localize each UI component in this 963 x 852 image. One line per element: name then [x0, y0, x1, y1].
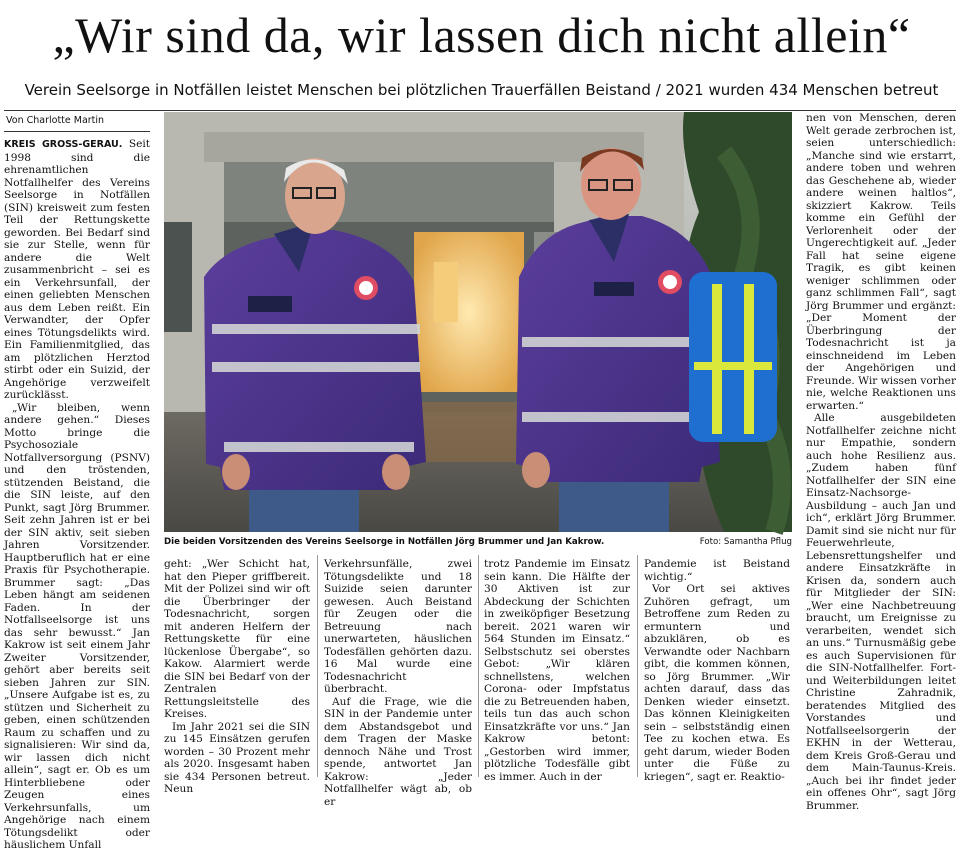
paragraph: Im Jahr 2021 sei die SIN zu 145 Einsätzen gerufen worden – 30 Prozent mehr als 2020. Insgesamt haben sie 434 Personen betreut. Neun — [164, 720, 310, 795]
column-divider — [478, 555, 479, 777]
paragraph: Alle ausgebildeten Notfallhelfer zeichne nicht nur Empathie, sondern auch hohe Resilienz aus. „Zudem haben fünf Notfallhelfer der SIN eine Einsatz-Nachsorge-Ausbildung – auch Jan und ich“, erklärt Jörg Brummer. Damit sind sie nicht nur für Feuerwehrleute, Lebensrettungshelfer und andere Einsatzkräfte in Krisen da, sondern auch für Mitglieder der SIN: „Wer eine Nachbetreuung braucht, um Ereignisse zu verarbeiten, wendet sich an uns.“ Turnusmäßig gebe es auch Supervisionen für die SIN-Notfallhelfer. Fort- und Weiterbildungen leitet Christine Zahradnik, beratendes Mitglied des Vorstandes und Notfallseelsorgerin der EKHN in der Wetterau, dem Kreis Groß-Gerau und dem Main-Taunus-Kreis. „Auch bei ihr findet jeder ein offenes Ohr“, sagt Jörg Brummer. — [806, 412, 956, 812]
photo-caption-row — [164, 536, 792, 548]
paragraph: „Wir bleiben, wenn andere gehen.“ Dieses Motto bringe die Psychosoziale Notfallversorgung (PSNV) und den tröstenden, stützenden Beistand, die die SIN leiste, auf den Punkt, sagt Jörg Brummer. Seit zehn Jahren ist er bei der SIN aktiv, seit sieben Jahren Vorsitzender. Hauptberuflich hat er eine Praxis für Psychotherapie. Brummer sagt: „Das Leben hängt am seidenen Faden. In der Notfallseelsorge ist uns das sehr bewusst.“ Jan Kakrow ist seit einem Jahr Zweiter Vorsitzender, gehört aber bereits seit sieben Jahren zur SIN. „Unsere Aufgabe ist es, zu stützen und Sicherheit zu geben, einen schützenden Raum zu schaffen und zu signalisieren: Wir sind da, wir lassen dich nicht allein“, sagt er. Ob es um Hinterbliebene oder Zeugen eines Verkehrsunfalls, um Angehörige nach einem Tötungsdelikt oder häuslichem Unfall — [4, 401, 150, 851]
paragraph: Vor Ort sei aktives Zuhören gefragt, um Betroffene zum Reden zu ermuntern und abzuklären, ob es Verwandte oder Nachbarn gibt, die kommen können, so Jörg Brummer. „Wir achten darauf, dass das Denken wieder einsetzt. Das können Kleinigkeiten sein – selbstständig einen Tee zu kochen etwa. Es geht darum, wieder Boden unter die Füße zu kriegen“, sagt er. Reaktio- — [644, 583, 790, 783]
paragraph: Pandemie ist Beistand wichtig.“ — [644, 558, 790, 583]
photo-caption: Die beiden Vorsitzenden des Vereins Seelsorge in Notfällen Jörg Brummer und Jan Kakrow. — [164, 537, 605, 547]
column-divider — [317, 555, 318, 777]
column-5 — [644, 558, 790, 783]
lead-text: Seit 1998 sind die ehrenamtlichen Notfallhelfer des Vereins Seelsorge in Notfällen (SIN) kreisweit zum festen Teil der Rettungskette geworden. Bei Bedarf sind sie zur Stelle, wenn für andere die Welt zusammenbricht – sei es ein Verkehrsunfall, der einen geliebten Menschen aus dem Leben reißt. Ein Verwandter, der Opfer eines Tötungsdelikts wird. Ein Familienmitglied, das am plötzlichen Herztod stirbt oder ein Suizid, der Angehörige verzweifelt zurücklässt. — [4, 138, 150, 401]
column-2 — [164, 558, 310, 795]
paragraph: nen von Menschen, deren Welt gerade zerbrochen ist, seien unterschiedlich: „Manche sind wie erstarrt, andere toben und wehren das Geschehene ab, wieder andere weinen haltlos“, skizziert Kakrow. Teils komme ein Gefühl der Verlorenheit oder der Ungerechtigkeit auf. „Jeder Fall hat seine eigene Tragik, es gibt keinen weniger schlimmen oder ganz schlimmen Fall“, sagt Jörg Brummer und ergänzt: „Der Moment der Überbringung der Todesnachricht ist ja einschneidend im Leben der Angehörigen und Freunde. Wir wissen vorher nie, welche Reaktionen uns erwarten.“ — [806, 112, 957, 412]
author-line: Von Charlotte Martin — [6, 115, 105, 126]
column-1 — [4, 138, 150, 851]
paragraph: Verkehrsunfälle, zwei Tötungsdelikte und 18 Suizide seien darunter gewesen. Auch Beistand für Zeugen oder die Betreuung nach unerwarteten, häuslichen Todesfällen gehörten dazu. 16 Mal wurde eine Todesnachricht überbracht. — [324, 558, 472, 695]
column-divider — [637, 555, 638, 777]
column-6 — [806, 112, 957, 812]
photo-illustration — [164, 112, 792, 532]
paragraph: Auf die Frage, wie die SIN in der Pandemie unter dem Abstandsgebot und dem Tragen der Maske dennoch Nähe und Trost spende, antwortet Jan Kakrow: „Jeder Notfallhelfer wägt ab, ob er — [324, 695, 472, 808]
photo-credit: Foto: Samantha Pflug — [699, 537, 792, 547]
article-photo — [164, 112, 792, 532]
top-rule — [4, 110, 956, 111]
dateline: KREIS GROSS-GERAU. — [4, 139, 123, 150]
author-rule — [4, 131, 150, 132]
column-3 — [324, 558, 472, 808]
subheadline: Verein Seelsorge in Notfällen leistet Menschen bei plötzlichen Trauerfällen Beistand / 2021 wurden 434 Menschen betreut — [24, 81, 939, 99]
paragraph: geht: „Wer Schicht hat, hat den Pieper griffbereit. Mit der Polizei sind wir oft die Überbringer der Todesnachricht, sorgen mit anderen Helfern der Rettungskette für eine lückenlose Übergabe“, so Kakow. Alarmiert werde die SIN bei Bedarf von der Zentralen Rettungsleitstelle des Kreises. — [164, 558, 310, 720]
paragraph: trotz Pandemie im Einsatz sein kann. Die Hälfte der 30 Aktiven ist zur Abdeckung der Schichten in zweiköpfiger Besetzung bereit. 2021 waren wir 564 Stunden im Einsatz.“ Selbstschutz sei oberstes Gebot: „Wir klären schnellstens, welchen Corona- oder Impfstatus die zu Betreuenden haben, teils tun das auch schon Einsatzkräfte vor uns.“ Jan Kakrow betont: „Gestorben wird immer, plötzliche Todesfälle gibt es immer. Auch in der — [484, 558, 630, 783]
headline: „Wir sind da, wir lassen dich nicht allein“ — [52, 7, 911, 63]
column-4 — [484, 558, 630, 783]
paragraph-lead — [4, 138, 150, 402]
